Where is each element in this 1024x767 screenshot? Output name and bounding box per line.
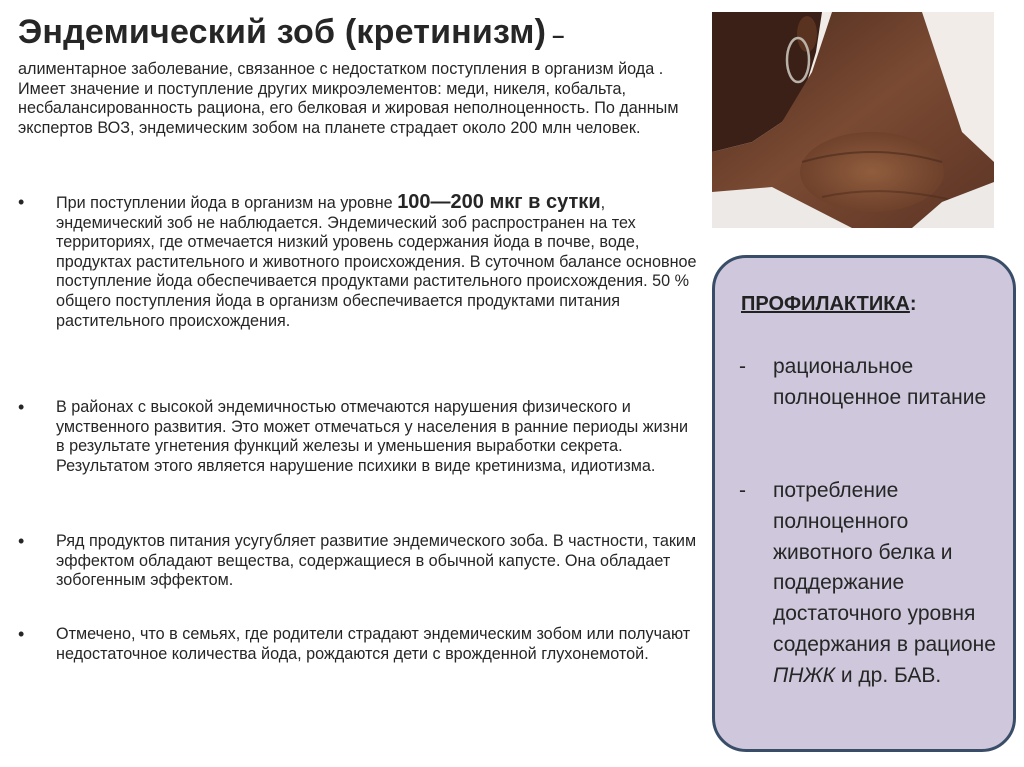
bullet-text-post: , эндемический зоб не наблюдается. Эндемический зоб распространен на тех территориях, где отмечается низкий уровень содержания йода в почве, воде, продуктах растительного и животного происхождения. В суточном балансе основное поступление йода обеспечивается продуктами растительного происхождения. 50 % общего поступления йода в организм обеспечивается продуктами питания растительного происхождения. — [56, 194, 697, 330]
bullet-text: Ряд продуктов питания усугубляет развитие эндемического зоба. В частности, таким эффектом обладают вещества, содержащиеся в обычной капусте. Она обладает зобогенным эффектом. — [56, 532, 697, 590]
bullet-text-pre: При поступлении йода в организм на уровне — [56, 194, 398, 212]
title-block — [18, 12, 698, 138]
page-title: Эндемический зоб (кретинизм) — [18, 13, 547, 51]
bullet-dot-icon: • — [18, 397, 25, 417]
bullet-text: Отмечено, что в семьях, где родители страдают эндемическим зобом или получают недостаточное количества йода, рождаются дети с врожденной глухонемотой. — [56, 625, 691, 663]
title-dash: – — [552, 23, 565, 48]
prophylaxis-item-text: рациональное полноценное питание — [773, 355, 987, 409]
bullet-dot-icon: • — [18, 624, 25, 644]
prophylaxis-item-pre: потребление полноценного животного белка и поддержание достаточного уровня содержания в рационе — [773, 479, 996, 656]
intro-text: алиментарное заболевание, связанное с недостатком поступления в организм йода . Имеет значение и поступление других микроэлементов: меди, никеля, кобальта, несбалансированность рациона, его белковая и жировая неполноценность. По данным экспертов ВОЗ, эндемическим зобом на планете страдает около 200 млн человек. — [18, 60, 679, 137]
prophylaxis-title — [741, 293, 917, 316]
prophylaxis-item-post: и др. БАВ. — [835, 663, 942, 687]
prophylaxis-title-colon: : — [909, 293, 917, 315]
prophylaxis-item-italic: ПНЖК — [773, 663, 836, 687]
prophylaxis-title-text: ПРОФИЛАКТИКА — [741, 293, 910, 315]
prophylaxis-box — [712, 255, 1016, 752]
bullet-text-bold: 100—200 мкг в сутки — [397, 191, 601, 213]
dash-icon: - — [739, 479, 746, 502]
bullet-dot-icon: • — [18, 531, 25, 551]
bullet-text: В районах с высокой эндемичностью отмечаются нарушения физического и умственного развития. Это может отмечаться у населения в ранние периоды жизни в результате угнетения функций железы и уменьшения выработки секрета. Результатом этого является нарушение психики в виде кретинизма, идиотизма. — [56, 398, 689, 475]
title-line — [18, 12, 698, 52]
neck-with-goiter-photo — [712, 12, 994, 228]
prophylaxis-item-text — [773, 476, 1009, 692]
bullet-dot-icon: • — [18, 192, 25, 212]
bullet-text — [56, 193, 701, 331]
dash-icon: - — [739, 355, 746, 378]
